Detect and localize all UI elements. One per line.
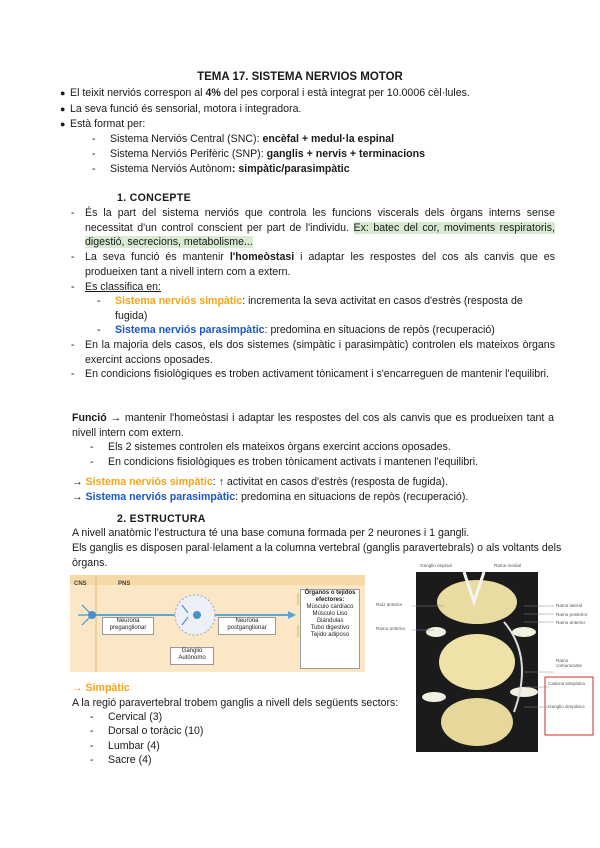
bullet-icon: ●: [60, 88, 66, 98]
concepte-p1: - És la part del sistema nerviós que controla les funcions viscerals dels òrgans interns sense necessitat d'un control conscient per part de l'individu. Ex: batec del cor, moviments respiratoris, digestió, secrecions, metabolisme...: [71, 207, 556, 249]
pns-label: PNS: [118, 581, 131, 587]
intro-sub-1: - Sistema Nerviós Central (SNC): encèfal + medul·la espinal: [92, 133, 395, 145]
label-ramo-lateral: Ramo lateral: [556, 603, 583, 608]
label-ganglio-espinal: Ganglio espinal: [420, 563, 452, 568]
bullet-icon: ●: [60, 104, 66, 114]
concepte-p2: - La seva funció és mantenir l'homeòstasi i adaptar les respostes del cos als canvis que es produeixen tant a nivell intern com a extern.: [71, 251, 555, 278]
page-title: TEMA 17. SISTEMA NERVIOS MOTOR: [197, 71, 403, 83]
label-cadena-simpatica: Cadena simpática: [548, 681, 585, 686]
label-rama-medial: Rama medial: [494, 563, 522, 568]
estructura-p2: Els ganglis es disposen paral·lelament a la columna vertebral (ganglis paravertebrals) o als voltants dels òrgans.: [72, 542, 562, 569]
preganglionic-label: Neurona preganglionar: [102, 617, 154, 635]
label-ramo-anterior-right: Ramo anterior: [556, 620, 586, 625]
concepte-p4: - En la majoria dels casos, els dos sistemes (simpàtic i parasimpàtic) controlen els mateixos òrgans exercint accions oposades.: [71, 339, 555, 366]
concepte-class-2: - Sistema nerviós parasimpàtic: predomina en situacions de repòs (recuperació): [97, 324, 495, 336]
intro-bullet-2: ● La seva funció és sensorial, motora i integradora.: [60, 103, 302, 115]
intro-sub-3: - Sistema Nerviós Autònom: simpàtic/parasimpàtic: [92, 163, 350, 175]
funcio-dash-2: - En condicions fisiològiques es troben tònicament activats i mantenen l'equilibri.: [90, 456, 479, 468]
effectors-title: Órganos o tejidos efectores:: [304, 590, 356, 603]
effectors-box: [300, 589, 360, 669]
intro-bullet-3: ● Està format per:: [60, 118, 146, 130]
concepte-p5: - En condicions fisiològiques es troben activament tònicament i s'encarreguen de mantenir l'equilibri.: [71, 368, 549, 380]
simpatic-heading: → Simpàtic: [72, 682, 130, 694]
bullet-icon: ●: [60, 119, 66, 129]
concepte-p3: - Es classifica en:: [71, 281, 161, 293]
spinal-ganglia-photo: [374, 562, 596, 754]
concepte-class-1: - Sistema nerviós simpàtic: incrementa la seva activitat en casos d'estrès (resposta de fugida): [97, 295, 523, 322]
label-ramo-posterior: Ramo posterior: [556, 612, 588, 617]
autonomic-neuron-diagram: [70, 575, 365, 672]
funcio-paragraph: Funció → mantenir l'homeòstasi i adaptar les respostes del cos als canvis que es produeixen tant a nivell intern com extern.: [72, 412, 554, 439]
effector-item: Tubo digestivo: [310, 625, 350, 631]
effector-item: Tejido adiposo: [310, 632, 350, 638]
intro-sub-2: - Sistema Nerviós Perifèric (SNP): ganglis + nervis + terminacions: [92, 148, 425, 160]
funcio-dash-1: - Els 2 sistemes controlen els mateixos òrgans exercint accions oposades.: [90, 441, 451, 453]
postganglionic-label: Neurona postganglionar: [218, 617, 276, 635]
simpatic-item: - Cervical (3): [90, 711, 163, 723]
effector-item: Músculo Liso: [312, 611, 348, 617]
effector-item: Glándulas: [316, 618, 344, 624]
effector-item: Músculo cardíaco: [306, 604, 354, 610]
funcio-arrow-2: → Sistema nerviós parasimpàtic: predomina en situacions de repòs (recuperació).: [72, 491, 469, 503]
simpatic-item: - Lumbar (4): [90, 740, 160, 752]
section-heading-concepte: 1. CONCEPTE: [117, 192, 191, 204]
simpatic-item: - Sacre (4): [90, 754, 152, 766]
label-ramo-anterior: Ramo anterior: [376, 626, 406, 631]
ganglion-label: Ganglio Autónomo: [170, 647, 214, 665]
section-heading-estructura: 2. ESTRUCTURA: [117, 513, 206, 525]
estructura-p1: A nivell anatòmic l'estructura té una base comuna formada per 2 neurones i 1 gangli.: [72, 527, 470, 539]
cns-label: CNS: [74, 581, 87, 587]
intro-bullet-1: ● El teixit nerviós correspon al 4% del pes corporal i està integrat per 10.0006 cèl·lules.: [60, 87, 470, 99]
funcio-arrow-1: → Sistema nerviós simpàtic: ↑ activitat en casos d'estrès (resposta de fugida).: [72, 476, 448, 488]
label-ganglio-simpatico: Ganglio simpático: [548, 704, 585, 709]
simpatic-item: - Dorsal o toràcic (10): [90, 725, 204, 737]
simpatic-paragraph: A la regió paravertebral trobem ganglis a nivell dels següents sectors:: [72, 697, 399, 709]
label-raiz-anterior: Raíz anterior: [376, 602, 403, 607]
label-ramo-comunicante: Ramo comunicante: [556, 658, 583, 668]
